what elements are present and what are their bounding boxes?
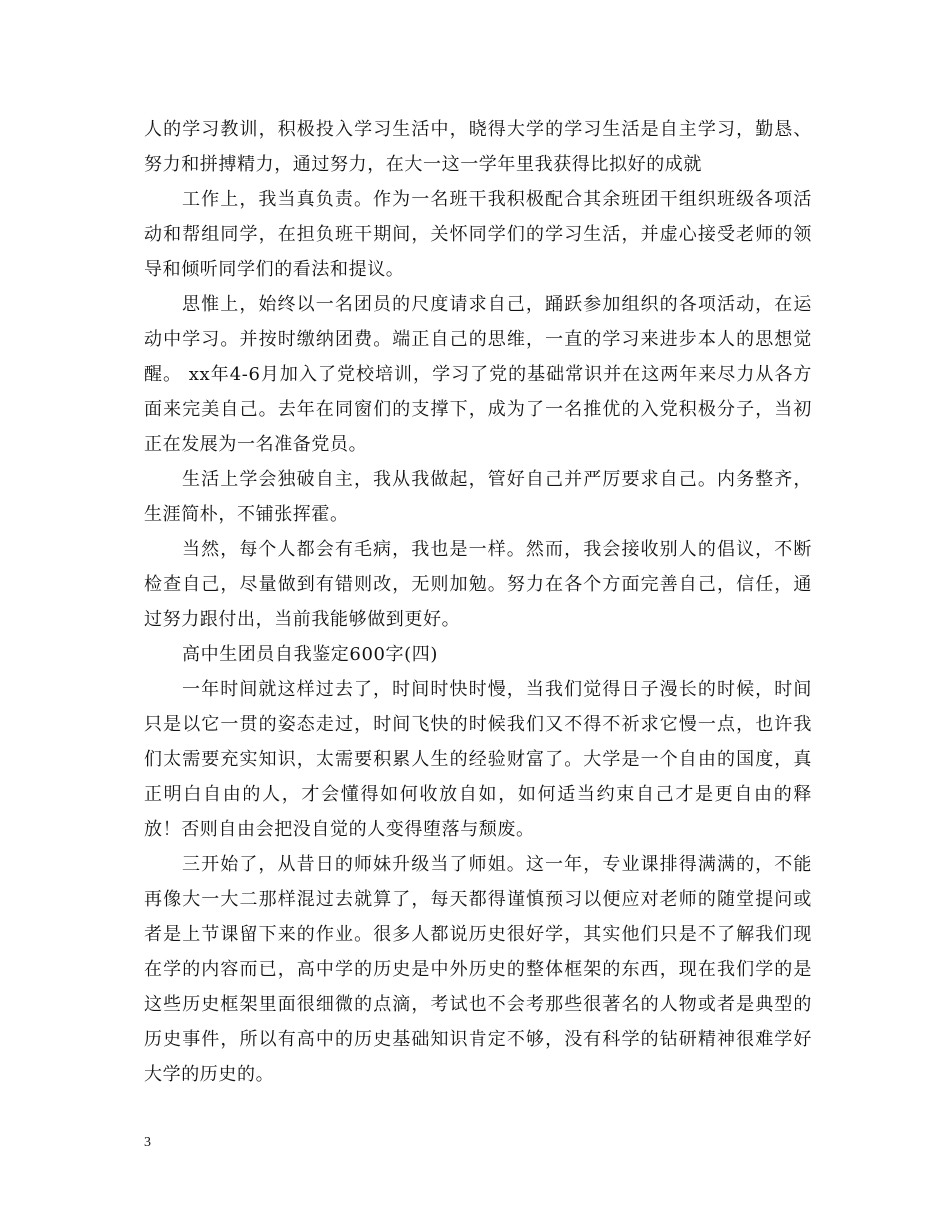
paragraph-thought: 思惟上，始终以一名团员的尺度请求自己，踊跃参加组织的各项活动，在运动中学习。并按时缴纳团费。端正自己的思维，一直的学习来进步本人的思想觉醒。 xx年4-6月加入了党校培训，学习了党的基础常识并在这两年来尽力从各方面来完美自己。去年在同窗们的支撑下，成为了一名推优的入党积极分子，当初正在发展为一名准备党员。: [144, 294, 812, 455]
section-heading: 高中生团员自我鉴定600字(四): [182, 644, 439, 665]
paragraph-year-passed: 一年时间就这样过去了，时间时快时慢，当我们觉得日子漫长的时候，时间只是以它一贯的姿态走过，时间飞快的时候我们又不得不祈求它慢一点，也许我们太需要充实知识，太需要积累人生的经验财富了。大学是一个自由的国度，真正明白自由的人，才会懂得如何收放自如，如何适当约束自己才是更自由的释放！否则自由会把没自觉的人变得堕落与颓废。: [144, 679, 812, 840]
page-number: 3: [144, 1135, 151, 1150]
paragraph-life: 生活上学会独破自主，我从我做起，管好自己并严厉要求自己。内务整齐，生涯简朴，不铺张挥霍。: [144, 469, 812, 525]
paragraph-study-continued: 人的学习教训，积极投入学习生活中，晓得大学的学习生活是自主学习，勤恳、努力和拼搏精力，通过努力，在大一这一学年里我获得比拟好的成就: [144, 119, 812, 175]
paragraph-junior-year: 三开始了，从昔日的师妹升级当了师姐。这一年，专业课排得满满的，不能再像大一大二那样混过去就算了，每天都得谨慎预习以便应对老师的随堂提问或者是上节课留下来的作业。很多人都说历史很好学，其实他们只是不了解我们现在学的内容而已，高中学的历史是中外历史的整体框架的东西，现在我们学的是这些历史框架里面很细微的点滴，考试也不会考那些很著名的人物或者是典型的历史事件，所以有高中的历史基础知识肯定不够，没有科学的钻研精神很难学好大学的历史的。: [144, 854, 812, 1085]
paragraph-shortcomings: 当然，每个人都会有毛病，我也是一样。然而，我会接收别人的倡议，不断检查自己，尽量做到有错则改，无则加勉。努力在各个方面完善自己，信任，通过努力跟付出，当前我能够做到更好。: [144, 539, 812, 630]
document-body: [144, 112, 812, 1092]
paragraph-work: 工作上，我当真负责。作为一名班干我积极配合其余班团干组织班级各项活动和帮组同学，在担负班干期间，关怀同学们的学习生活，并虚心接受老师的领导和倾听同学们的看法和提议。: [144, 189, 812, 280]
